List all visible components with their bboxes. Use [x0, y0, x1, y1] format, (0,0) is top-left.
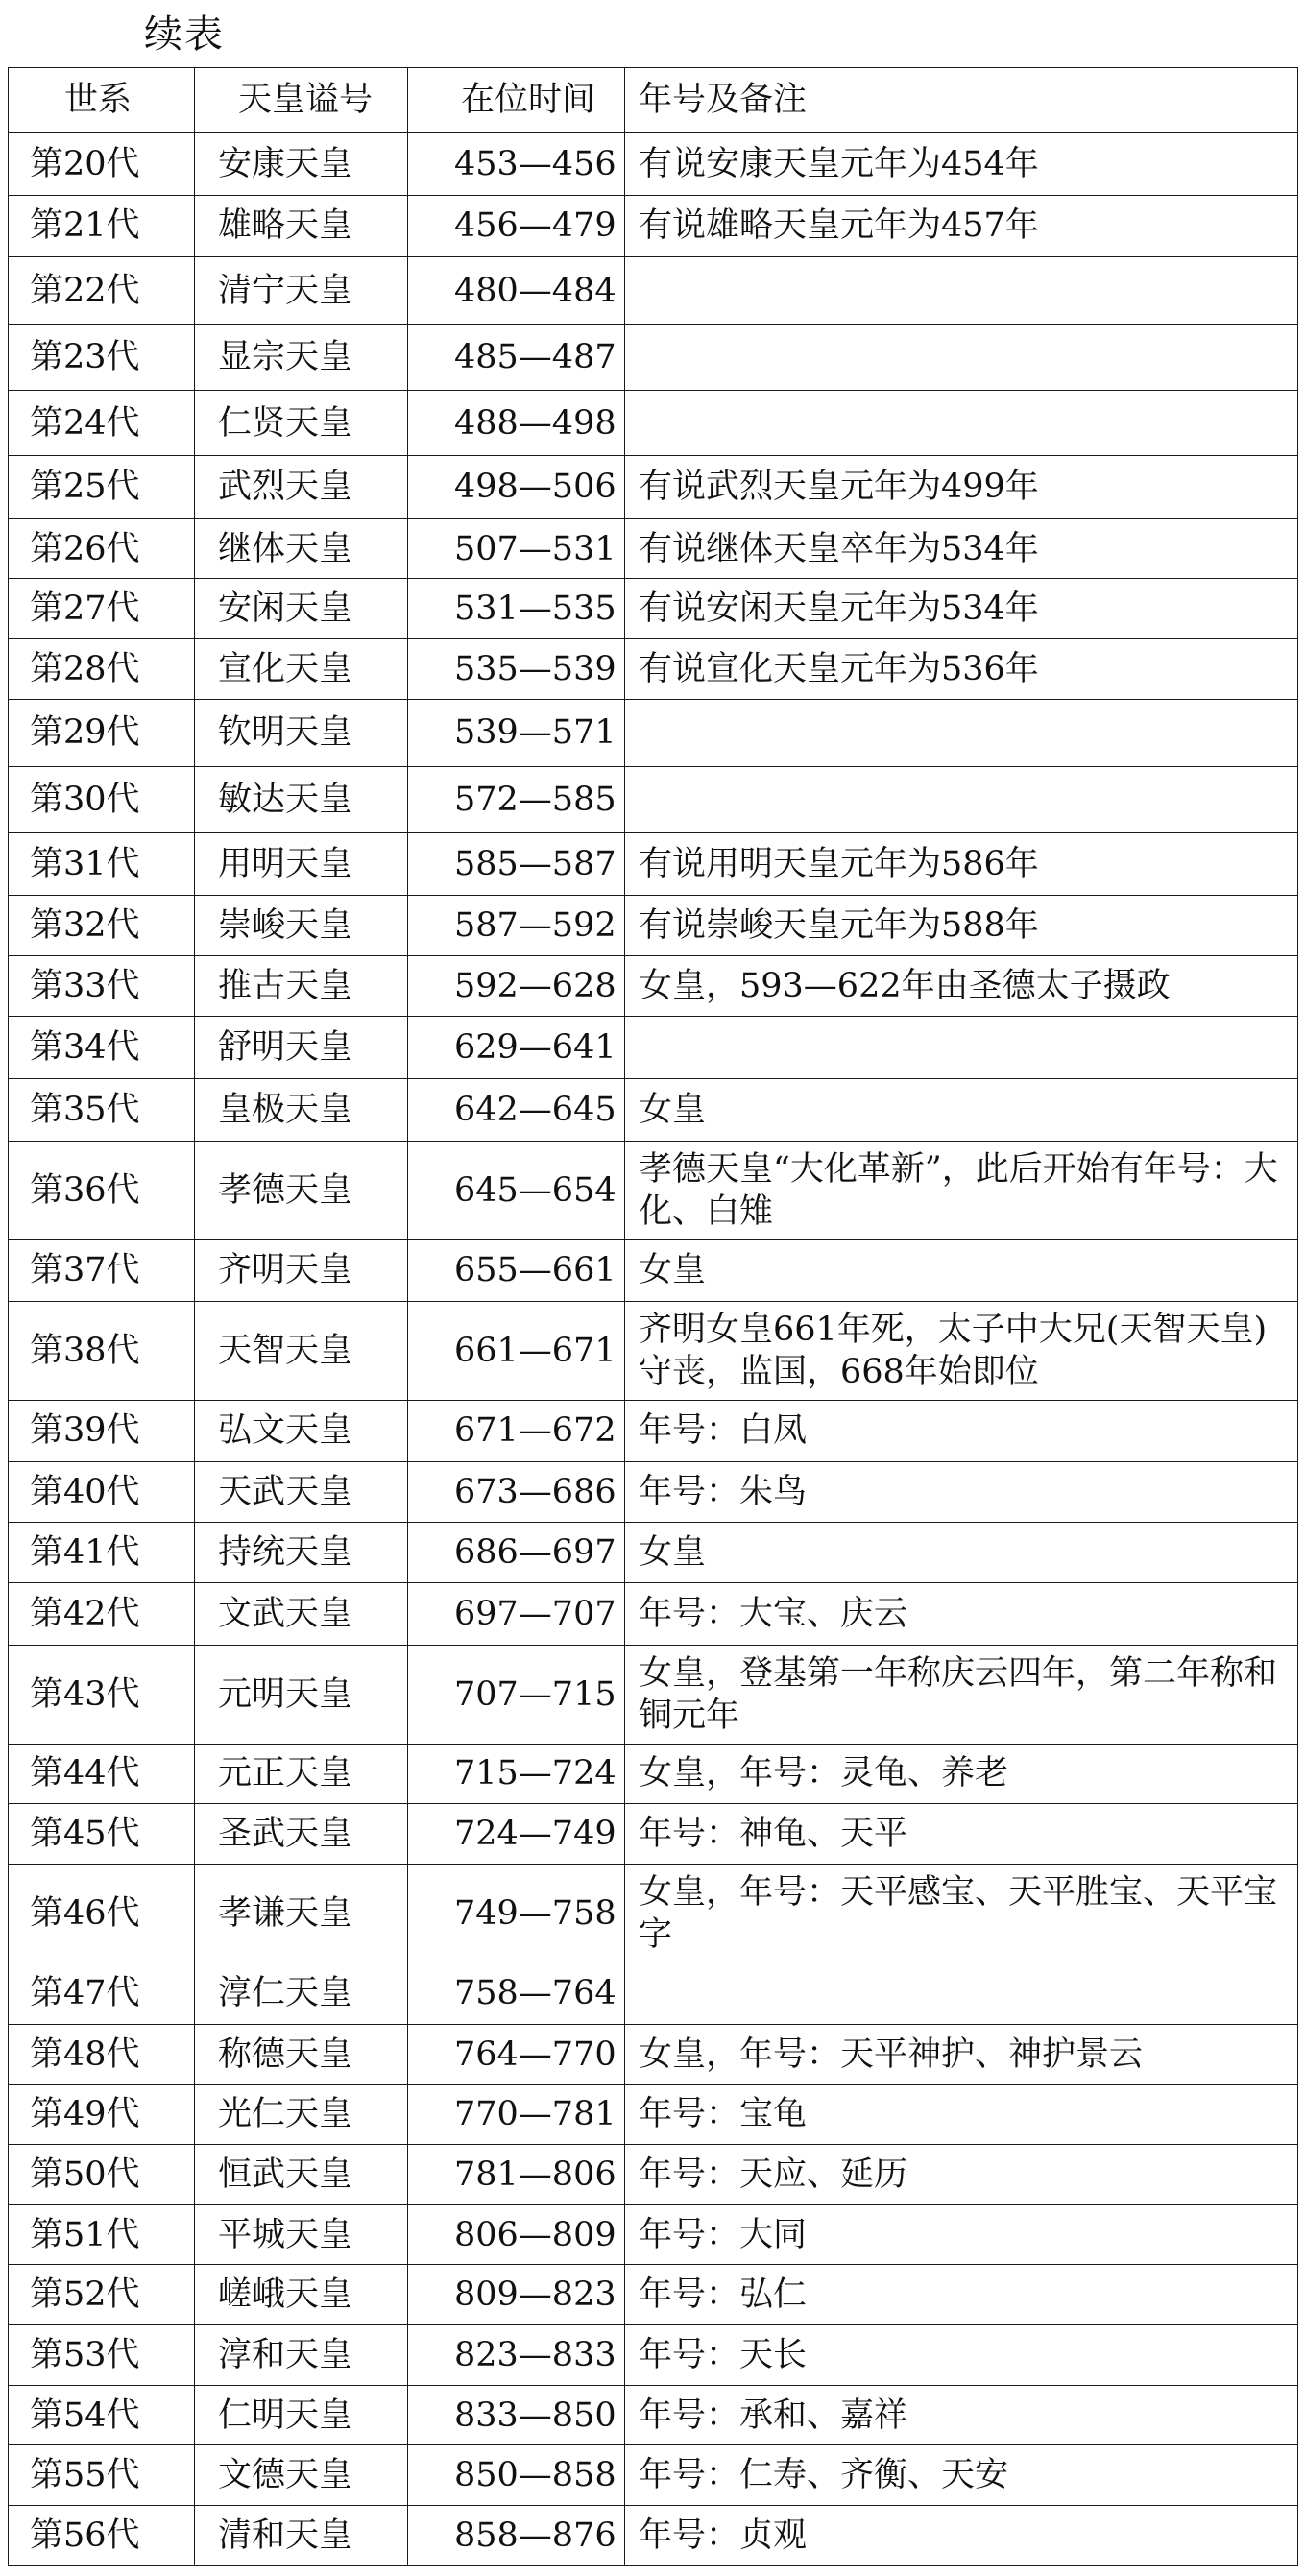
table-row	[9, 2265, 1298, 2325]
table-header-row	[9, 68, 1298, 133]
cell-emperor-name: 嵯峨天皇	[195, 2265, 408, 2325]
cell-era-notes: 女皇，登基第一年称庆云四年，第二年称和铜元年	[625, 1646, 1298, 1744]
cell-generation: 第31代	[9, 832, 195, 896]
cell-era-notes	[625, 1962, 1298, 2025]
cell-emperor-name: 元明天皇	[195, 1646, 408, 1744]
table-row	[9, 456, 1298, 519]
cell-generation: 第22代	[9, 257, 195, 325]
cell-era-notes	[625, 325, 1298, 391]
table-row	[9, 1079, 1298, 1142]
cell-era-notes	[625, 1016, 1298, 1079]
table-body	[9, 68, 1298, 2566]
cell-era-notes: 年号：朱鸟	[625, 1462, 1298, 1523]
cell-generation: 第50代	[9, 2145, 195, 2205]
cell-emperor-name: 称德天皇	[195, 2024, 408, 2084]
table-row	[9, 1744, 1298, 1804]
cell-reign-period: 809—823	[408, 2265, 625, 2325]
cell-generation: 第32代	[9, 896, 195, 956]
cell-emperor-name: 恒武天皇	[195, 2145, 408, 2205]
cell-reign-period: 661—671	[408, 1302, 625, 1400]
cell-generation: 第28代	[9, 639, 195, 700]
table-row	[9, 1582, 1298, 1646]
cell-generation: 第33代	[9, 956, 195, 1017]
cell-emperor-name: 文德天皇	[195, 2445, 408, 2506]
cell-generation: 第26代	[9, 518, 195, 579]
cell-emperor-name: 淳和天皇	[195, 2325, 408, 2386]
cell-generation: 第25代	[9, 456, 195, 519]
cell-emperor-name: 仁明天皇	[195, 2385, 408, 2445]
table-caption: 续表	[144, 12, 225, 57]
cell-generation: 第35代	[9, 1079, 195, 1142]
table-row	[9, 257, 1298, 325]
table-row	[9, 956, 1298, 1017]
cell-era-notes: 年号：弘仁	[625, 2265, 1298, 2325]
cell-generation: 第36代	[9, 1142, 195, 1240]
cell-emperor-name: 平城天皇	[195, 2204, 408, 2265]
cell-emperor-name: 继体天皇	[195, 518, 408, 579]
cell-era-notes: 年号：神龟、天平	[625, 1804, 1298, 1865]
cell-reign-period: 629—641	[408, 1016, 625, 1079]
cell-generation: 第53代	[9, 2325, 195, 2386]
cell-emperor-name: 宣化天皇	[195, 639, 408, 700]
cell-era-notes: 年号：白凤	[625, 1400, 1298, 1462]
cell-reign-period: 539—571	[408, 699, 625, 766]
table-row	[9, 1142, 1298, 1240]
cell-reign-period: 592—628	[408, 956, 625, 1017]
table-row	[9, 2506, 1298, 2566]
cell-reign-period: 587—592	[408, 896, 625, 956]
cell-generation: 第48代	[9, 2024, 195, 2084]
table-row	[9, 1016, 1298, 1079]
table-row	[9, 2445, 1298, 2506]
cell-era-notes: 有说武烈天皇元年为499年	[625, 456, 1298, 519]
cell-reign-period: 585—587	[408, 832, 625, 896]
cell-era-notes: 有说安闲天皇元年为534年	[625, 579, 1298, 639]
header-era-notes: 年号及备注	[625, 68, 1298, 133]
cell-emperor-name: 持统天皇	[195, 1522, 408, 1582]
cell-reign-period: 781—806	[408, 2145, 625, 2205]
cell-emperor-name: 推古天皇	[195, 956, 408, 1017]
cell-reign-period: 655—661	[408, 1240, 625, 1302]
table-row	[9, 766, 1298, 832]
cell-era-notes: 有说继体天皇卒年为534年	[625, 518, 1298, 579]
cell-generation: 第41代	[9, 1522, 195, 1582]
cell-reign-period: 642—645	[408, 1079, 625, 1142]
cell-reign-period: 833—850	[408, 2385, 625, 2445]
table-row	[9, 639, 1298, 700]
cell-reign-period: 715—724	[408, 1744, 625, 1804]
cell-generation: 第30代	[9, 766, 195, 832]
cell-generation: 第54代	[9, 2385, 195, 2445]
cell-emperor-name: 安闲天皇	[195, 579, 408, 639]
header-emperor-name: 天皇谥号	[195, 68, 408, 133]
table-row	[9, 1240, 1298, 1302]
cell-emperor-name: 孝谦天皇	[195, 1864, 408, 1962]
table-row	[9, 1522, 1298, 1582]
table-row	[9, 1400, 1298, 1462]
cell-emperor-name: 武烈天皇	[195, 456, 408, 519]
table-row	[9, 1462, 1298, 1523]
cell-era-notes: 有说用明天皇元年为586年	[625, 832, 1298, 896]
table-row	[9, 1646, 1298, 1744]
cell-era-notes: 有说崇峻天皇元年为588年	[625, 896, 1298, 956]
table-row	[9, 2204, 1298, 2265]
cell-emperor-name: 元正天皇	[195, 1744, 408, 1804]
cell-emperor-name: 文武天皇	[195, 1582, 408, 1646]
cell-generation: 第40代	[9, 1462, 195, 1523]
cell-generation: 第51代	[9, 2204, 195, 2265]
cell-reign-period: 697—707	[408, 1582, 625, 1646]
cell-era-notes	[625, 699, 1298, 766]
cell-era-notes	[625, 391, 1298, 456]
cell-era-notes: 女皇	[625, 1079, 1298, 1142]
table-row	[9, 896, 1298, 956]
cell-reign-period: 770—781	[408, 2084, 625, 2145]
table-row	[9, 1962, 1298, 2025]
table-row	[9, 2325, 1298, 2386]
cell-emperor-name: 用明天皇	[195, 832, 408, 896]
cell-generation: 第44代	[9, 1744, 195, 1804]
cell-generation: 第43代	[9, 1646, 195, 1744]
cell-era-notes: 年号：天长	[625, 2325, 1298, 2386]
cell-emperor-name: 清宁天皇	[195, 257, 408, 325]
cell-reign-period: 707—715	[408, 1646, 625, 1744]
table-row	[9, 2145, 1298, 2205]
cell-emperor-name: 孝德天皇	[195, 1142, 408, 1240]
cell-emperor-name: 圣武天皇	[195, 1804, 408, 1865]
cell-generation: 第21代	[9, 195, 195, 257]
table-row	[9, 325, 1298, 391]
cell-era-notes: 女皇，年号：灵龟、养老	[625, 1744, 1298, 1804]
cell-generation: 第42代	[9, 1582, 195, 1646]
cell-era-notes	[625, 766, 1298, 832]
cell-reign-period: 572—585	[408, 766, 625, 832]
cell-generation: 第56代	[9, 2506, 195, 2566]
table-row	[9, 1804, 1298, 1865]
cell-reign-period: 758—764	[408, 1962, 625, 2025]
cell-generation: 第29代	[9, 699, 195, 766]
cell-reign-period: 724—749	[408, 1804, 625, 1865]
cell-reign-period: 749—758	[408, 1864, 625, 1962]
cell-generation: 第24代	[9, 391, 195, 456]
cell-reign-period: 535—539	[408, 639, 625, 700]
cell-reign-period: 686—697	[408, 1522, 625, 1582]
cell-era-notes: 女皇，593—622年由圣德太子摄政	[625, 956, 1298, 1017]
table-row	[9, 2385, 1298, 2445]
cell-emperor-name: 安康天皇	[195, 132, 408, 195]
cell-reign-period: 850—858	[408, 2445, 625, 2506]
table-row	[9, 1864, 1298, 1962]
cell-emperor-name: 淳仁天皇	[195, 1962, 408, 2025]
cell-emperor-name: 崇峻天皇	[195, 896, 408, 956]
table-row	[9, 579, 1298, 639]
cell-era-notes: 年号：宝龟	[625, 2084, 1298, 2145]
cell-generation: 第20代	[9, 132, 195, 195]
cell-era-notes: 女皇，年号：天平神护、神护景云	[625, 2024, 1298, 2084]
cell-generation: 第49代	[9, 2084, 195, 2145]
cell-emperor-name: 清和天皇	[195, 2506, 408, 2566]
cell-emperor-name: 显宗天皇	[195, 325, 408, 391]
cell-reign-period: 671—672	[408, 1400, 625, 1462]
cell-era-notes: 女皇	[625, 1240, 1298, 1302]
cell-generation: 第39代	[9, 1400, 195, 1462]
cell-era-notes: 年号：天应、延历	[625, 2145, 1298, 2205]
cell-era-notes: 齐明女皇661年死，太子中大兄(天智天皇)守丧，监国，668年始即位	[625, 1302, 1298, 1400]
cell-reign-period: 858—876	[408, 2506, 625, 2566]
cell-generation: 第45代	[9, 1804, 195, 1865]
cell-emperor-name: 光仁天皇	[195, 2084, 408, 2145]
cell-era-notes: 孝德天皇“大化革新”，此后开始有年号：大化、白雉	[625, 1142, 1298, 1240]
cell-generation: 第27代	[9, 579, 195, 639]
cell-generation: 第52代	[9, 2265, 195, 2325]
cell-era-notes: 年号：大同	[625, 2204, 1298, 2265]
cell-reign-period: 673—686	[408, 1462, 625, 1523]
table-row	[9, 132, 1298, 195]
cell-emperor-name: 齐明天皇	[195, 1240, 408, 1302]
cell-era-notes: 有说雄略天皇元年为457年	[625, 195, 1298, 257]
cell-reign-period: 488—498	[408, 391, 625, 456]
cell-reign-period: 645—654	[408, 1142, 625, 1240]
cell-emperor-name: 舒明天皇	[195, 1016, 408, 1079]
cell-emperor-name: 钦明天皇	[195, 699, 408, 766]
cell-reign-period: 823—833	[408, 2325, 625, 2386]
cell-reign-period: 806—809	[408, 2204, 625, 2265]
cell-emperor-name: 弘文天皇	[195, 1400, 408, 1462]
cell-generation: 第46代	[9, 1864, 195, 1962]
emperor-table	[8, 67, 1298, 2566]
cell-reign-period: 453—456	[408, 132, 625, 195]
cell-era-notes: 有说宣化天皇元年为536年	[625, 639, 1298, 700]
table-row	[9, 195, 1298, 257]
cell-reign-period: 764—770	[408, 2024, 625, 2084]
cell-reign-period: 456—479	[408, 195, 625, 257]
table-row	[9, 518, 1298, 579]
cell-emperor-name: 敏达天皇	[195, 766, 408, 832]
cell-era-notes: 女皇，年号：天平感宝、天平胜宝、天平宝字	[625, 1864, 1298, 1962]
cell-era-notes: 有说安康天皇元年为454年	[625, 132, 1298, 195]
cell-reign-period: 498—506	[408, 456, 625, 519]
cell-emperor-name: 仁贤天皇	[195, 391, 408, 456]
cell-emperor-name: 皇极天皇	[195, 1079, 408, 1142]
cell-emperor-name: 天智天皇	[195, 1302, 408, 1400]
cell-emperor-name: 天武天皇	[195, 1462, 408, 1523]
cell-generation: 第23代	[9, 325, 195, 391]
cell-generation: 第34代	[9, 1016, 195, 1079]
cell-era-notes: 年号：仁寿、齐衡、天安	[625, 2445, 1298, 2506]
cell-era-notes: 年号：贞观	[625, 2506, 1298, 2566]
table-row	[9, 699, 1298, 766]
cell-reign-period: 507—531	[408, 518, 625, 579]
cell-reign-period: 485—487	[408, 325, 625, 391]
cell-era-notes	[625, 257, 1298, 325]
cell-era-notes: 年号：承和、嘉祥	[625, 2385, 1298, 2445]
header-generation: 世系	[9, 68, 195, 133]
cell-reign-period: 531—535	[408, 579, 625, 639]
table-row	[9, 2084, 1298, 2145]
cell-era-notes: 年号：大宝、庆云	[625, 1582, 1298, 1646]
cell-generation: 第37代	[9, 1240, 195, 1302]
header-reign-period: 在位时间	[408, 68, 625, 133]
table-row	[9, 1302, 1298, 1400]
table-row	[9, 391, 1298, 456]
cell-era-notes: 女皇	[625, 1522, 1298, 1582]
cell-generation: 第47代	[9, 1962, 195, 2025]
cell-generation: 第38代	[9, 1302, 195, 1400]
table-row	[9, 832, 1298, 896]
cell-emperor-name: 雄略天皇	[195, 195, 408, 257]
table-row	[9, 2024, 1298, 2084]
cell-reign-period: 480—484	[408, 257, 625, 325]
cell-generation: 第55代	[9, 2445, 195, 2506]
